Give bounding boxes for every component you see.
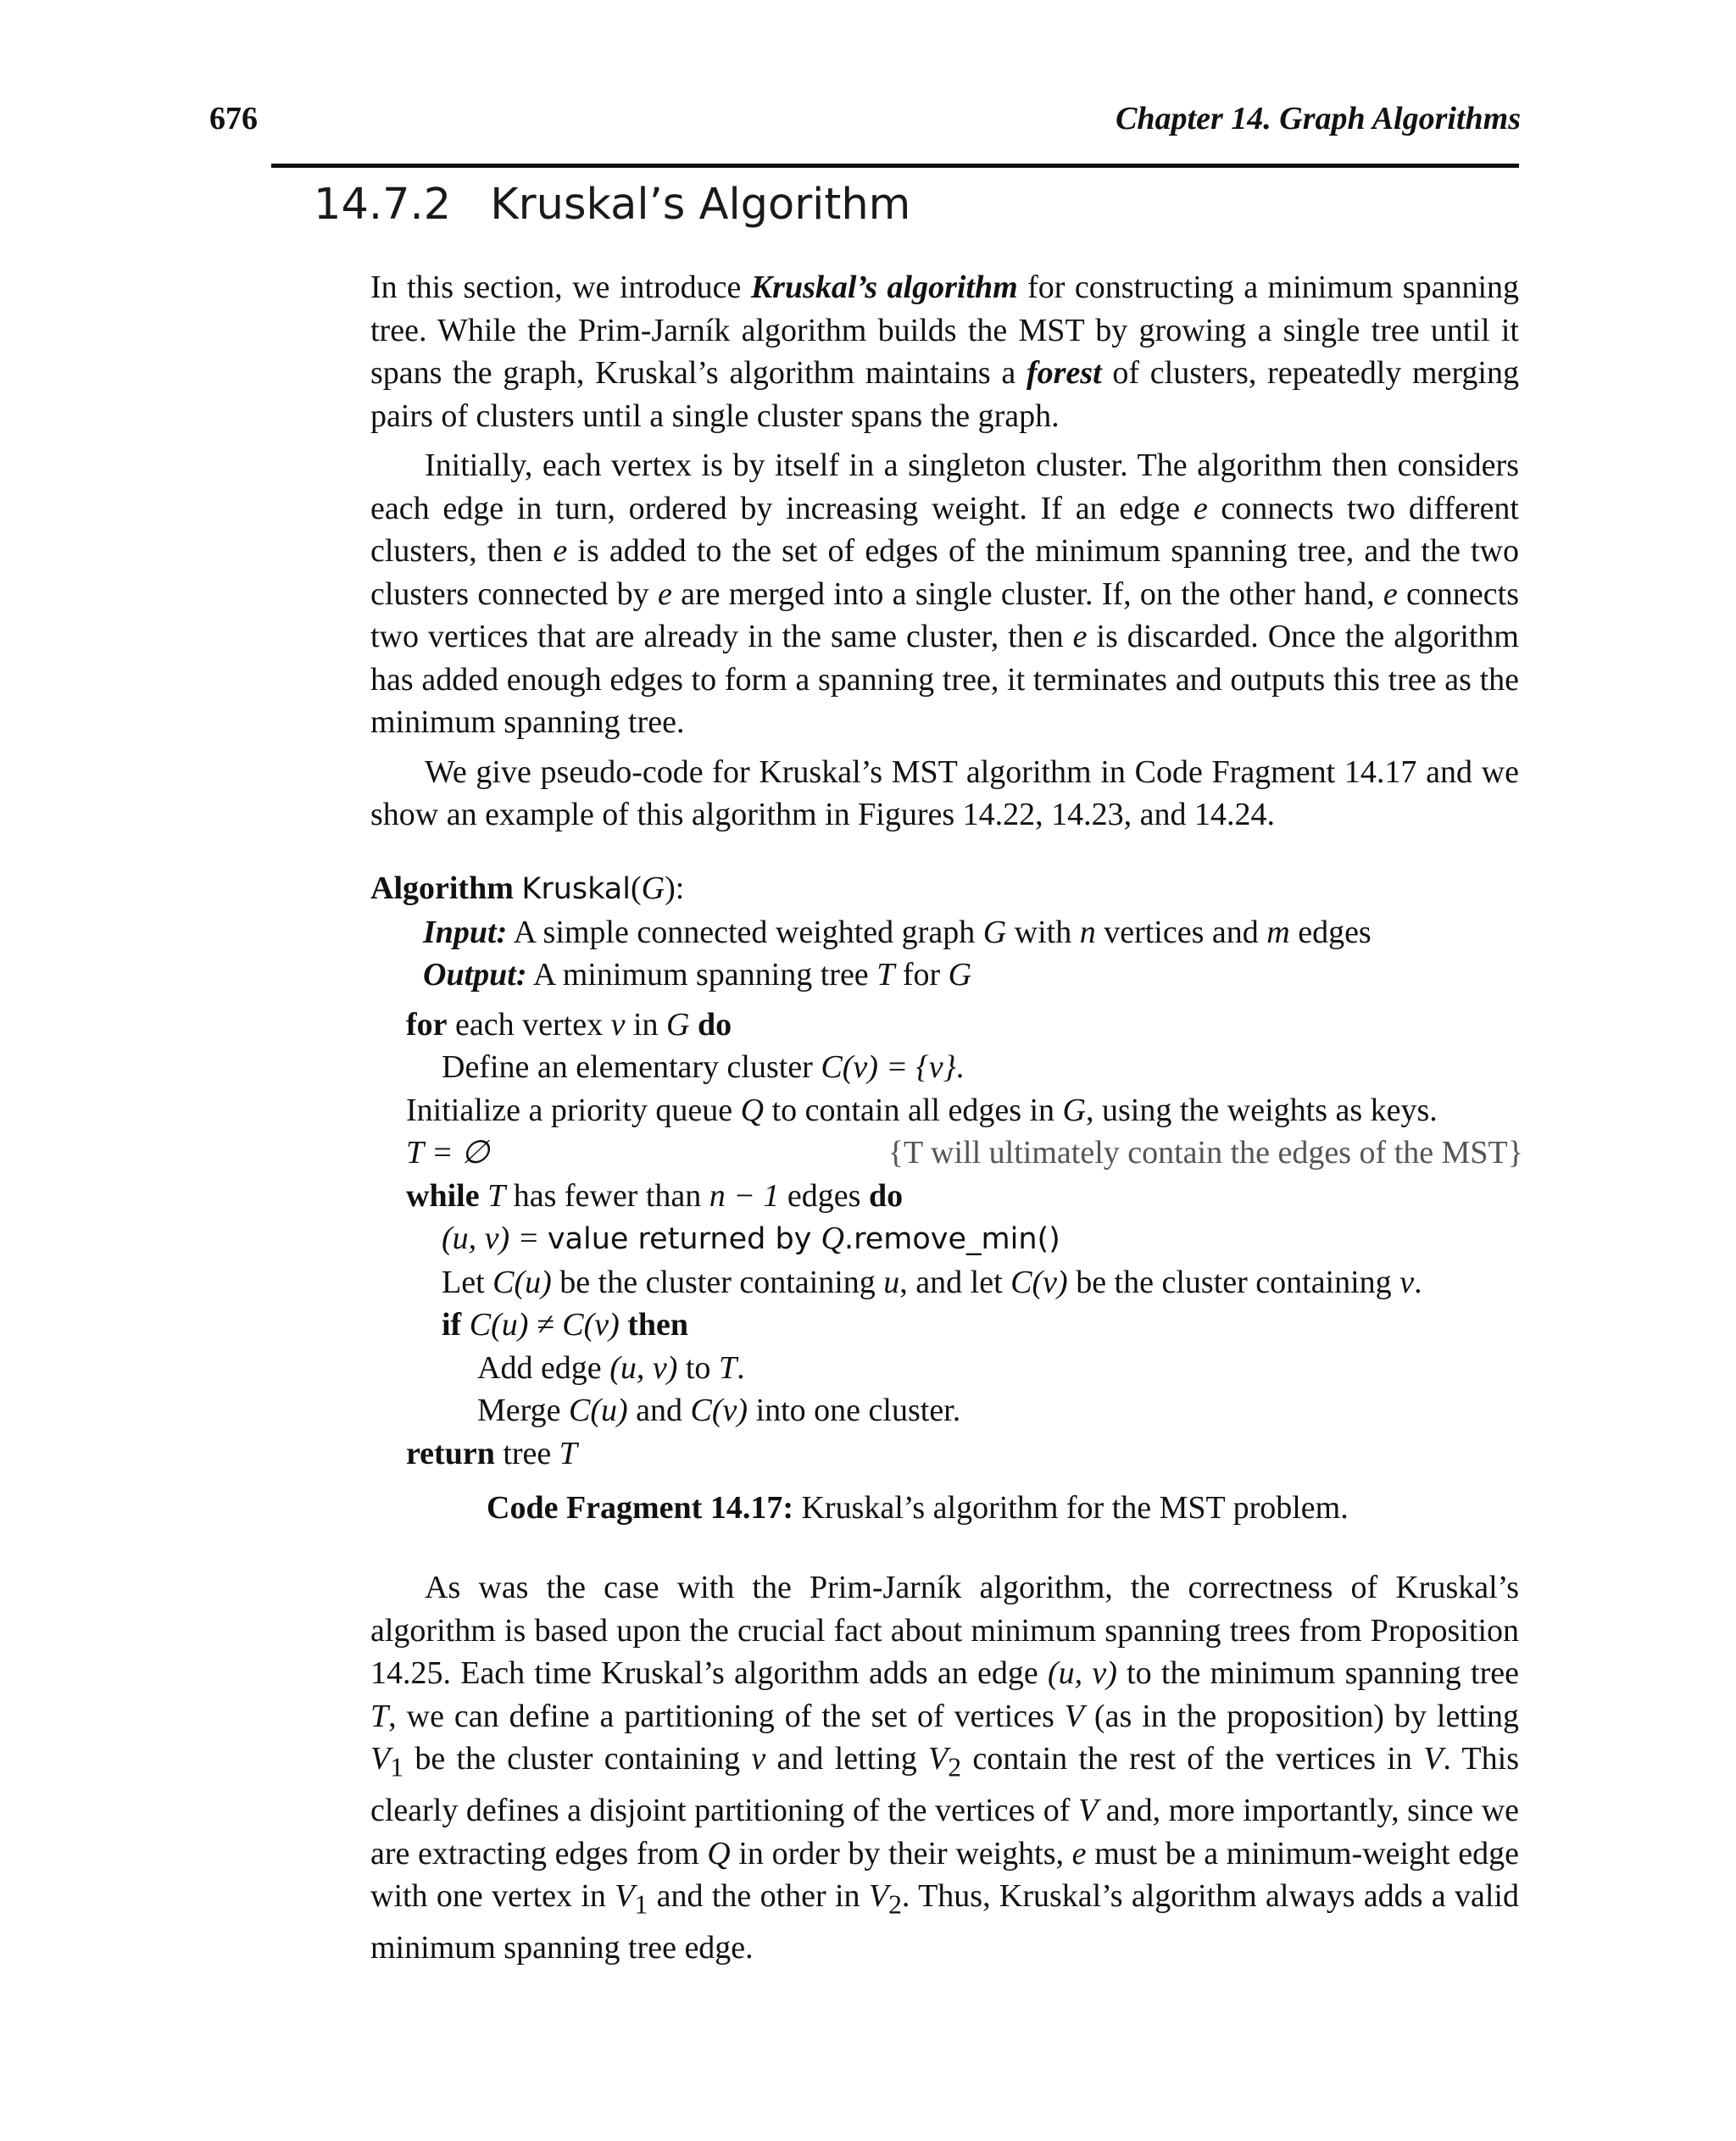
section-heading <box>314 180 910 230</box>
algorithm-output: Output: A minimum spanning tree T for G <box>423 957 972 993</box>
algorithm-input: Input: A simple connected weighted graph G with n vertices and m edges <box>423 914 1372 950</box>
closing-paragraph: As was the case with the Prim-Jarník algorithm, the correctness of Kruskal’s algorithm is based upon the crucial fact about minimum spanning trees from Proposition 14.25. Each time Kruskal’s algorithm adds an edge (u, v) to the minimum spanning tree T, we can define a partitioning of the set of vertices V (as in the proposition) by letting $V_1$ be the cluster containing v and letting $V_2$ contain the rest of the vertices in V. This clearly defines a disjoint partitioning of the vertices of V and, more importantly, since we are extracting edges from Q in order by their weights, e must be a minimum-weight edge with one vertex in $V_1$ and the other in $V_2$. Thus, Kruskal’s algorithm always adds a valid minimum spanning tree edge. <box>370 1570 1520 1966</box>
closing-text <box>370 1566 1519 1970</box>
code-comment: {T will ultimately contain the edges of the MST} <box>887 1135 1523 1171</box>
page-number: 676 <box>209 101 258 136</box>
code-line-while: while T has fewer than n − 1 edges do <box>406 1177 904 1214</box>
code-line-add-edge: Add edge (u, v) to T. <box>477 1349 745 1386</box>
code-fragment-caption: Code Fragment 14.17: Kruskal’s algorithm for the MST problem. <box>487 1490 1349 1526</box>
code-line-merge: Merge C(u) and C(v) into one cluster. <box>477 1393 961 1428</box>
algorithm-block <box>370 867 1523 1475</box>
code-line-if: if C(u) ≠ C(v) then <box>442 1307 689 1343</box>
intro-paragraph-2: Initially, each vertex is by itself in a singleton cluster. The algorithm then considers each edge in turn, ordered by increasing weight. If an edge e connects two different clusters, then e is added to the set of edges of the minimum spanning tree, and the two clusters connected by e are merged into a single cluster. If, on the other hand, e connects two vertices that are already in the same cluster, then e is discarded. Once the algorithm has added enough edges to form a spanning tree, it terminates and outputs this tree as the minimum spanning tree. <box>370 448 1520 740</box>
term-kruskals-algorithm: Kruskal’s algorithm <box>750 270 1018 305</box>
term-forest: forest <box>1027 355 1102 391</box>
code-line-init-queue: Initialize a priority queue Q to contain all edges in G, using the weights as keys. <box>406 1092 1438 1128</box>
intro-text <box>370 266 1519 837</box>
running-head: Chapter 14. Graph Algorithms <box>1116 101 1521 136</box>
code-line-let-clusters: Let C(u) be the cluster containing u, and let C(v) be the cluster containing v. <box>442 1264 1422 1300</box>
code-line-init-tree: T = ∅ {T will ultimately contain the edges of the MST} <box>370 1132 1523 1175</box>
header-rule <box>271 164 1519 168</box>
code-line-define-cluster: Define an elementary cluster C(v) = {v}. <box>442 1049 965 1085</box>
algorithm-signature: Algorithm Kruskal(G): <box>370 870 685 906</box>
code-line-for: for each vertex v in G do <box>406 1006 732 1043</box>
section-number: 14.7.2 <box>314 180 452 230</box>
code-line-return: return tree T <box>406 1435 577 1471</box>
intro-paragraph-1: In this section, we introduce Kruskal’s algorithm for constructing a minimum spanning tree. While the Prim-Jarník algorithm builds the MST by growing a single tree until it spans the graph, Kruskal’s algorithm maintains a forest of clusters, repeatedly merging pairs of clusters until a single cluster spans the graph. <box>370 270 1519 434</box>
section-title: Kruskal’s Algorithm <box>490 180 911 230</box>
code-line-remove-min: (u, v) = value returned by Q.remove_min() <box>442 1221 1060 1256</box>
intro-paragraph-3: We give pseudo-code for Kruskal’s MST algorithm in Code Fragment 14.17 and we show an example of this algorithm in Figures 14.22, 14.23, and 14.24. <box>370 754 1519 832</box>
